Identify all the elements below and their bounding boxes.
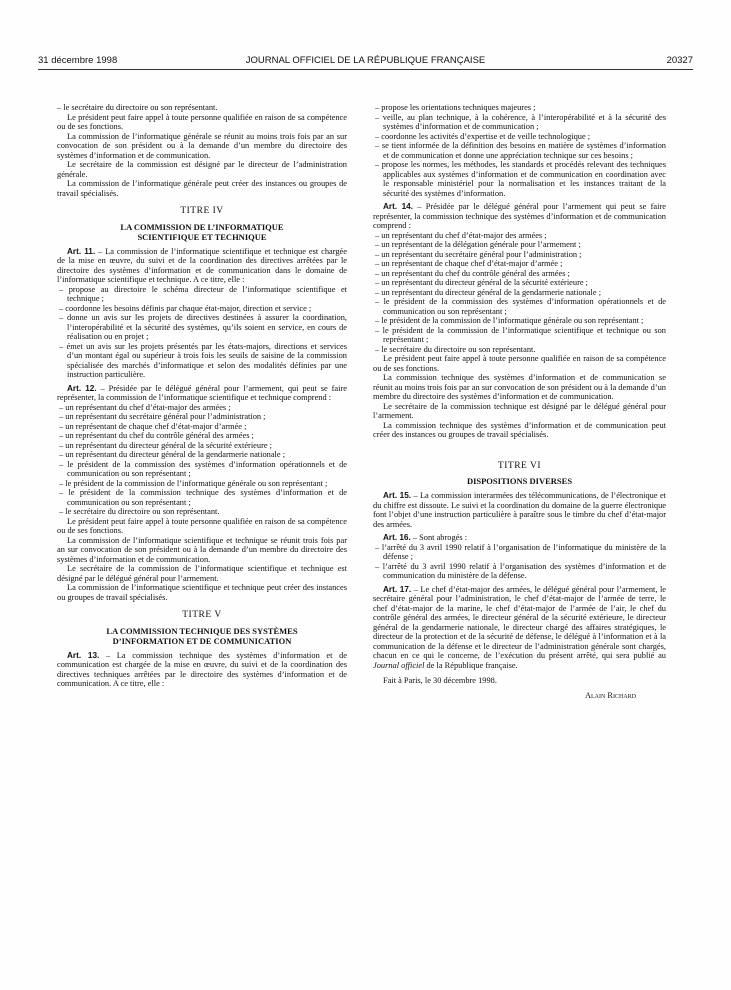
page-header xyxy=(38,55,693,70)
article-text: – La commission technique des systèmes d’information et de communication est chargée de la mise en œuvre, du suivi et de la coordination des directives techniques arrêtées par le directoire des systèmes d’information et de communication. A ce titre, elle : xyxy=(57,650,347,688)
list-item: – le secrétaire du directoire ou son représentant. xyxy=(375,344,536,354)
list-item: – le secrétaire du directoire ou son représentant. xyxy=(59,507,220,516)
header-page-number: 20327 xyxy=(666,55,693,66)
article-text: – Le chef d’état-major des armées, le délégué général pour l’armement, le secrétaire général pour l’administration, le chef d’état-major de l’armée de terre, le chef d’état-major de la marine, le chef d’état-major de l’armée de l’air, le chef du contrôle général des armées, le directeur général de la sécurité extérieure, le directeur général de la gendarmerie nationale, le directeur chargé des affaires stratégiques, le directeur de la protection et de la sécurité de défense, le délégué à l’information et à la communication de la défense et le directeur de l’administration générale sont chargés, chacun en ce qui le concerne, de l’exécution du présent arrêté, qui sera publié au xyxy=(373,584,666,660)
list-item: – le président de la commission technique des systèmes d’information et de communication ou son représentant ; xyxy=(59,488,347,507)
dash-list xyxy=(57,285,347,380)
list-item: – le président de la commission des systèmes d’information opérationnels et de communication ou son représentant ; xyxy=(59,459,347,478)
paragraph: – le secrétaire du directoire ou son représentant. xyxy=(57,103,218,112)
article-paragraph xyxy=(57,384,347,403)
list-item: – un représentant de chaque chef d’état-major d’armée ; xyxy=(59,421,247,431)
paragraph: Le secrétaire de la commission est désigné par le directeur de l’administration générale. xyxy=(57,160,347,179)
list-item: – un représentant du directeur général de la gendarmerie nationale ; xyxy=(375,287,602,297)
list-item: – un représentant du directeur général de la sécurité extérieure ; xyxy=(375,278,588,287)
article-label: Art. 11. xyxy=(67,246,96,256)
left-column xyxy=(57,103,347,689)
article-text: – Présidée par le délégué général pour l’armement qui peut se faire représenter, la commission technique des systèmes d’information et de communication comprend : xyxy=(373,202,666,230)
section-title-line: SCIENTIFIQUE ET TECHNIQUE xyxy=(137,231,267,242)
paragraph: La commission technique des systèmes d’information et de communication peut créer des instances ou groupes de travail spécialisés. xyxy=(373,420,666,439)
list-item: – le président de la commission des systèmes d’information opérationnels et de communication ou son représentant ; xyxy=(375,297,666,316)
article-label: Art. 13. xyxy=(67,650,100,660)
paragraph: La commission technique des systèmes d’information et de communication se réunit au moins trois fois par an sur convocation de son président ou à la demande d’un membre du directoire des systèmes d’information et de communication. xyxy=(373,373,666,401)
paragraph: Le secrétaire de la commission technique est désigné par le délégué général pour l’armement. xyxy=(373,401,666,420)
paragraph: La commission de l’informatique scientifique et technique se réunit trois fois par an sur convocation de son président ou à la demande d’un membre du directoire des systèmes d’information et de communication. xyxy=(57,535,347,564)
list-item: – propose les orientations techniques majeures ; xyxy=(375,103,536,112)
article-paragraph xyxy=(57,247,347,285)
paragraph: La commission de l’informatique générale se réunit au moins trois fois par an sur convocation de son président ou à la demande d’un membre du directoire des systèmes d’information et de communication. xyxy=(57,131,347,160)
dash-list xyxy=(57,403,347,517)
section-title xyxy=(57,626,347,646)
list-item: – donne un avis sur les projets de directives destinées à assurer la coordination, l’interopérabilité et la sécurité des systèmes, qu’ils soient en service, en cours de réalisation ou en projet ; xyxy=(59,313,347,341)
list-item: – coordonne les besoins définis par chaque état-major, direction et service ; xyxy=(59,303,312,313)
article-label: Art. 15. xyxy=(383,491,412,500)
article-text: de la République française. xyxy=(424,660,518,670)
titre-heading: TITRE IV xyxy=(180,206,224,216)
list-item: – un représentant du chef du contrôle général des armées ; xyxy=(59,431,254,440)
list-item: – l’arrêté du 3 avril 1990 relatif à l’organisation de l’informatique du ministère de la défense ; xyxy=(375,542,666,561)
list-item: – propose au directoire le schéma directeur de l’informatique scientifique et technique ; xyxy=(59,284,347,303)
list-item: – l’arrêté du 3 avril 1990 relatif à l’organisation des systèmes d’information et de communication du ministère de la défense. xyxy=(375,561,666,580)
list-item: – coordonne les activités d’expertise et de veille technologique ; xyxy=(375,131,591,141)
article-text: – Sont abrogés : xyxy=(410,533,468,542)
list-item: – le président de la commission de l’informatique scientifique et technique ou son représentant ; xyxy=(375,325,666,344)
list-item: – un représentant du chef du contrôle général des armées ; xyxy=(375,268,570,278)
titre-heading: TITRE VI xyxy=(497,460,542,471)
signatory-name: Alain Richard xyxy=(584,690,636,700)
section-title xyxy=(57,222,347,242)
article-text: – Présidée par le délégué général pour l’armement, qui peut se faire représenter, la commission de l’informatique scientifique et technique comprend : xyxy=(57,383,347,402)
article-paragraph xyxy=(373,585,666,671)
signature-place-date: Fait à Paris, le 30 décembre 1998. xyxy=(383,676,497,685)
paragraph: La commission de l’informatique générale peut créer des instances ou groupes de travail spécialisés. xyxy=(57,179,347,198)
section-title: DISPOSITIONS DIVERSES xyxy=(466,476,573,486)
paragraph: La commission de l’informatique scientifique et technique peut créer des instances ou groupes de travail spécialisés. xyxy=(57,583,347,602)
list-item: – un représentant de la délégation générale pour l’armement ; xyxy=(375,240,581,249)
article-label: Art. 12. xyxy=(67,383,97,393)
section-title-line: D’INFORMATION ET DE COMMUNICATION xyxy=(112,635,292,646)
titre-heading: TITRE V xyxy=(182,610,222,620)
list-item: – le président de la commission de l’informatique générale ou son représentant ; xyxy=(375,316,644,325)
list-item: – se tient informée de la définition des besoins en matière de systèmes d’information et de communication et donne une appréciation technique sur ces besoins ; xyxy=(375,141,666,160)
dash-list xyxy=(373,543,666,581)
section-title-line: LA COMMISSION TECHNIQUE DES SYSTÈMES xyxy=(106,625,298,636)
list-item: – un représentant du secrétaire général pour l’administration ; xyxy=(375,249,582,259)
article-label: Art. 16. xyxy=(383,533,411,542)
list-item: – un représentant du directeur général de la sécurité extérieure ; xyxy=(59,440,272,450)
list-item: – veille, au plan technique, à la cohérence, à l’interopérabilité et à la sécurité des systèmes d’information et de communication ; xyxy=(375,112,666,131)
list-item: – un représentant du chef d’état-major des armées ; xyxy=(375,230,547,240)
dash-list xyxy=(373,231,666,355)
journal-officiel-italic: Journal officiel xyxy=(373,660,425,670)
header-date: 31 décembre 1998 xyxy=(38,55,118,66)
list-item: – un représentant de chaque chef d’état-major d’armée ; xyxy=(375,259,563,268)
article-text: – La commission interarmées des télécommunications, de l’électronique et du chiffre est dissoute. Le suivi et la coordination du domaine de la guerre électronique font l’objet d’une instruction particulière à paraître sous le timbre du chef d’état-major des armées. xyxy=(373,491,666,529)
list-item: – propose les normes, les méthodes, les standards et procédés relevant des techniques applicables aux systèmes d’information et de communication en coordination avec le responsable ministériel pour la normalisation et les instances traitant de la sécurité des systèmes d’information. xyxy=(375,160,666,198)
paragraph: Le président peut faire appel à toute personne qualifiée en raison de sa compétence ou de ses fonctions. xyxy=(57,112,347,131)
article-text: – La commission de l’informatique scientifique et technique est chargée de la mise en œuvre, du suivi et de la coordination des directives arrêtées par le directoire des systèmes d’information et de communication dans le domaine de l’informatique scientifique et technique. A ce titre, elle : xyxy=(57,246,347,284)
list-item: – émet un avis sur les projets présentés par les états-majors, directions et services d’un montant égal ou supérieur à trois fois les seuils de saisine de la commission spécialisée des marchés d’informatique et selon des modalités définies par une instruction particulière. xyxy=(59,341,347,379)
paragraph: Le président peut faire appel à toute personne qualifiée en raison de sa compétence ou de ses fonctions. xyxy=(57,516,347,535)
right-column xyxy=(373,103,666,700)
article-paragraph xyxy=(57,651,347,689)
article-label: Art. 17. xyxy=(383,584,412,594)
paragraph: Le président peut faire appel à toute personne qualifiée en raison de sa compétence ou de ses fonctions. xyxy=(373,354,666,373)
article-paragraph xyxy=(373,533,666,543)
list-item: – un représentant du directeur général de la gendarmerie nationale ; xyxy=(59,450,286,459)
list-item: – un représentant du secrétaire général pour l’administration ; xyxy=(59,412,266,421)
article-paragraph xyxy=(373,202,666,231)
section-title-line: LA COMMISSION DE L’INFORMATIQUE xyxy=(120,221,284,232)
header-journal-title: JOURNAL OFFICIEL DE LA RÉPUBLIQUE FRANÇAISE xyxy=(245,55,486,66)
article-label: Art. 14. xyxy=(383,202,413,211)
list-item: – un représentant du chef d’état-major des armées ; xyxy=(59,402,231,412)
dash-list xyxy=(373,103,666,198)
paragraph: Le secrétaire de la commission de l’informatique scientifique et technique est désigné par le délégué général pour l’armement. xyxy=(57,564,347,583)
article-paragraph xyxy=(373,491,666,529)
list-item: – le président de la commission de l’informatique générale ou son représentant ; xyxy=(59,478,328,488)
